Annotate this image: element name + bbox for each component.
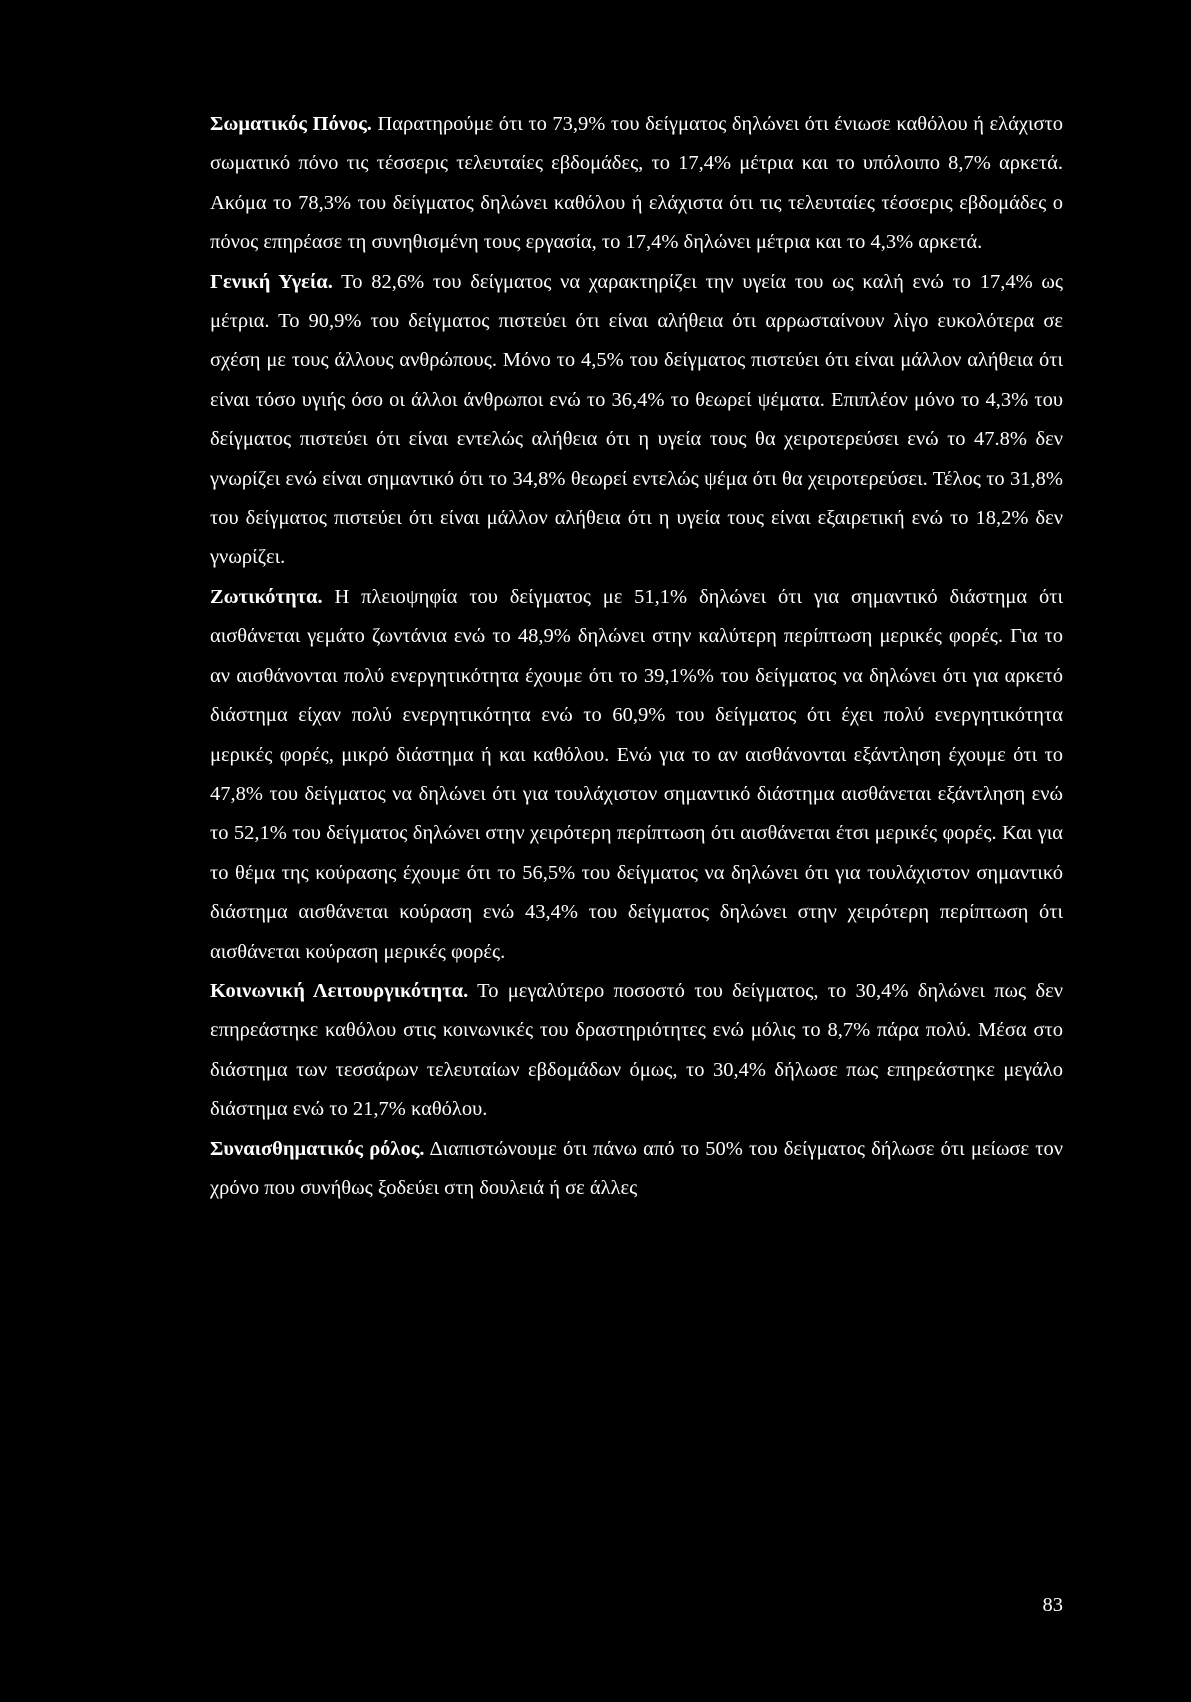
paragraph-emotional-role <box>210 1130 1063 1209</box>
paragraph-physical-pain <box>210 105 1063 263</box>
heading-social-functioning: Κοινωνική Λειτουργικότητα. <box>210 979 469 1002</box>
heading-general-health: Γενική Υγεία. <box>210 270 333 293</box>
paragraph-general-health <box>210 263 1063 578</box>
heading-physical-pain: Σωματικός Πόνος. <box>210 113 372 135</box>
paragraph-text: Παρατηρούμε ότι το 73,9% του δείγματος δηλώνει ότι ένιωσε καθόλου ή ελάχιστο σωματικό πόνο τις τέσσερις τελευταίες εβδομάδες, το 17,4% μέτρια και το υπόλοιπο 8,7% αρκετά. Ακόμα το 78,3% του δείγματος δηλώνει καθόλου ή ελάχιστα ότι τις τελευταίες τέσσερις εβδομάδες ο πόνος επηρέασε τη συνηθισμένη τους εργασία, το 17,4% δηλώνει μέτρια και το 4,3% αρκετά. <box>210 113 1063 254</box>
paragraph-text: Το μεγαλύτερο ποσοστό του δείγματος, το 30,4% δηλώνει πως δεν επηρεάστηκε καθόλου στις κοινωνικές του δραστηριότητες ενώ μόλις το 8,7% πάρα πολύ. Μέσα στο διάστημα των τεσσάρων τελευταίων εβδομάδων όμως, το 30,4% δήλωσε πως επηρεάστηκε μεγάλο διάστημα ενώ το 21,7% καθόλου. <box>210 979 1063 1121</box>
paragraph-social-functioning <box>210 972 1063 1130</box>
paragraph-text: Η πλειοψηφία του δείγματος με 51,1% δηλώνει ότι για σημαντικό διάστημα ότι αισθάνεται γεμάτο ζωντάνια ενώ το 48,9% δηλώνει στην καλύτερη περίπτωση μερικές φορές. Για το αν αισθάνονται πολύ ενεργητικότητα έχουμε ότι το 39,1%% του δείγματος να δηλώνει ότι για αρκετό διάστημα είχαν πολύ ενεργητικότητα ενώ το 60,9% του δείγματος ότι έχει πολύ ενεργητικότητα μερικές φορές, μικρό διάστημα ή και καθόλου. Ενώ για το αν αισθάνονται εξάντληση έχουμε ότι το 47,8% του δείγματος να δηλώνει ότι για τουλάχιστον σημαντικό διάστημα αισθάνεται εξάντληση ενώ το 52,1% του δείγματος δηλώνει στην χειρότερη περίπτωση ότι αισθάνεται έτσι μερικές φορές. Και για το θέμα της κούρασης έχουμε ότι το 56,5% του δείγματος να δηλώνει ότι για τουλάχιστον σημαντικό διάστημα αισθάνεται κούραση ενώ 43,4% του δείγματος δηλώνει στην χειρότερη περίπτωση ότι αισθάνεται κούραση μερικές φορές. <box>210 585 1063 963</box>
document-body <box>210 105 1063 1208</box>
heading-vitality: Ζωτικότητα. <box>210 585 323 608</box>
paragraph-text: Διαπιστώνουμε ότι πάνω από το 50% του δείγματος δήλωσε ότι μείωσε τον χρόνο που συνήθως ξοδεύει στη δουλειά ή σε άλλες <box>210 1137 1063 1199</box>
paragraph-vitality <box>210 578 1063 972</box>
heading-emotional-role: Συναισθηματικός ρόλος. <box>210 1137 425 1160</box>
page-number: 83 <box>1042 1594 1063 1616</box>
paragraph-text: Το 82,6% του δείγματος να χαρακτηρίζει την υγεία του ως καλή ενώ το 17,4% ως μέτρια. Το 90,9% του δείγματος πιστεύει ότι είναι αλήθεια ότι αρρωσταίνουν λίγο ευκολότερα σε σχέση με τους άλλους ανθρώπους. Μόνο το 4,5% του δείγματος πιστεύει ότι είναι μάλλον αλήθεια ότι είναι τόσο υγιής όσο οι άλλοι άνθρωποι ενώ το 36,4% το θεωρεί ψέματα. Επιπλέον μόνο το 4,3% του δείγματος πιστεύει ότι είναι εντελώς αλήθεια ότι η υγεία τους θα χειροτερεύσει ενώ το 47.8% δεν γνωρίζει ενώ είναι σημαντικό ότι το 34,8% θεωρεί εντελώς ψέμα ότι θα χειροτερεύσει. Τέλος το 31,8% του δείγματος πιστεύει ότι είναι μάλλον αλήθεια ότι η υγεία τους είναι εξαιρετική ενώ το 18,2% δεν γνωρίζει. <box>210 270 1063 569</box>
